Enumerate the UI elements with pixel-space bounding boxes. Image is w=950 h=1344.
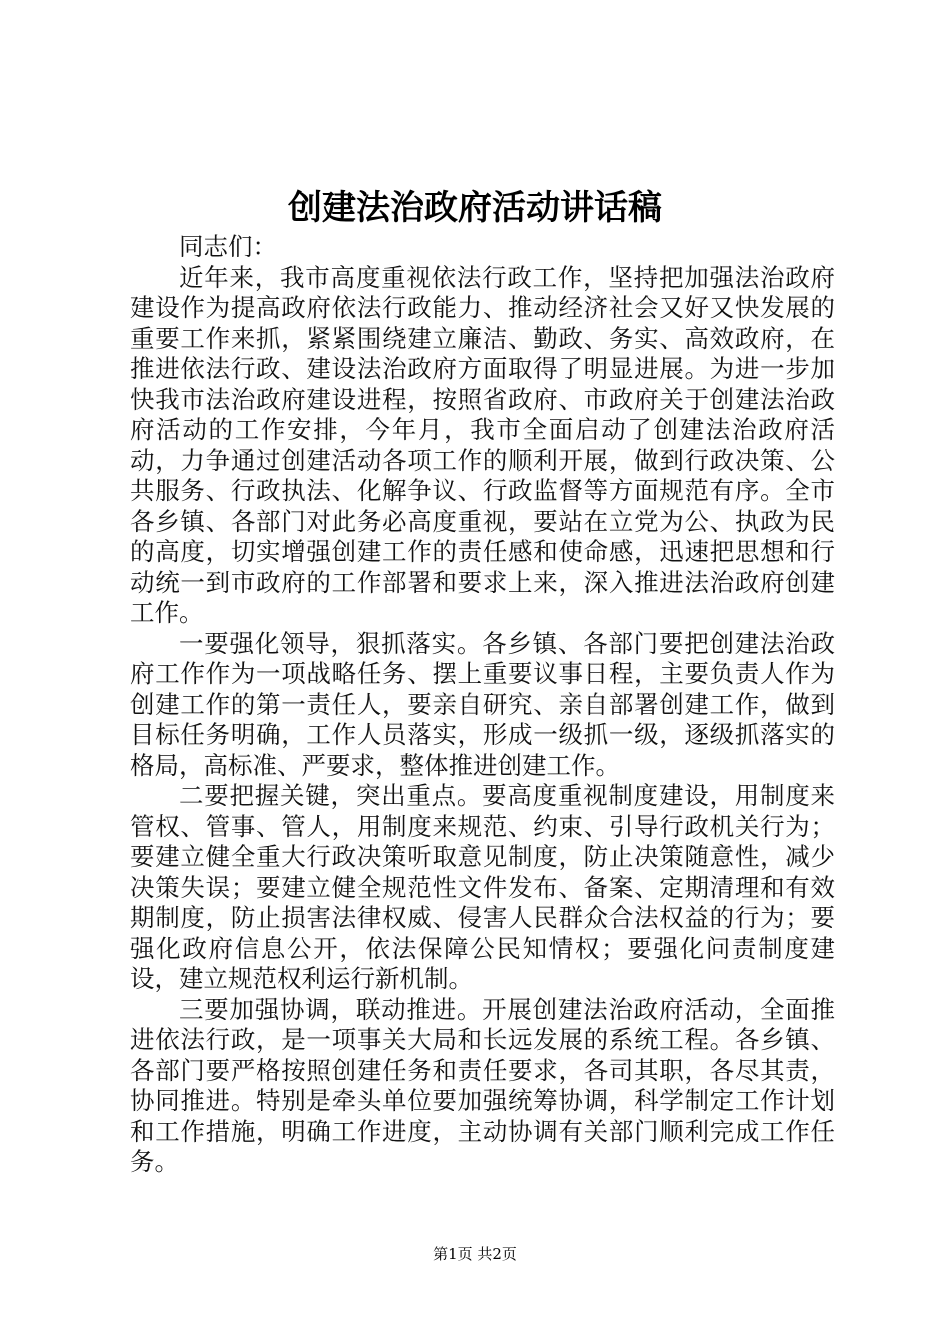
paragraph-point-one: 一要强化领导，狠抓落实。各乡镇、各部门要把创建法治政府工作作为一项战略任务、摆上重要议事日程，主要负责人作为创建工作的第一责任人，要亲自研究、亲自部署创建工作，做到目标任务明确，工作人员落实，形成一级抓一级，逐级抓落实的格局，高标准、严要求，整体推进创建工作。	[130, 628, 835, 780]
paragraph-intro: 近年来，我市高度重视依法行政工作，坚持把加强法治政府建设作为提高政府依法行政能力、推动经济社会又好又快发展的重要工作来抓，紧紧围绕建立廉洁、勤政、务实、高效政府，在推进依法行政、建设法治政府方面取得了明显进展。为进一步加快我市法治政府建设进程，按照省政府、市政府关于创建法治政府活动的工作安排，今年月，我市全面启动了创建法治政府活动，力争通过创建活动各项工作的顺利开展，做到行政决策、公共服务、行政执法、化解争议、行政监督等方面规范有序。全市各乡镇、各部门对此务必高度重视，要站在立党为公、执政为民的高度，切实增强创建工作的责任感和使命感，迅速把思想和行动统一到市政府的工作部署和要求上来，深入推进法治政府创建工作。	[130, 262, 835, 627]
document-body	[130, 232, 835, 1178]
salutation: 同志们：	[179, 232, 277, 261]
paragraph-point-three: 三要加强协调，联动推进。开展创建法治政府活动，全面推进依法行政，是一项事关大局和长远发展的系统工程。各乡镇、各部门要严格按照创建任务和责任要求，各司其职，各尽其责，协同推进。特别是牵头单位要加强统筹协调，科学制定工作计划和工作措施，明确工作进度，主动协调有关部门顺利完成工作任务。	[130, 994, 835, 1176]
paragraph-point-two: 二要把握关键，突出重点。要高度重视制度建设，用制度来管权、管事、管人，用制度来规范、约束、引导行政机关行为；要建立健全重大行政决策听取意见制度，防止决策随意性，减少决策失误；要建立健全规范性文件发布、备案、定期清理和有效期制度，防止损害法律权威、侵害人民群众合法权益的行为；要强化政府信息公开，依法保障公民知情权；要强化问责制度建设，建立规范权利运行新机制。	[130, 781, 835, 993]
page-number-footer: 第1页 共2页	[433, 1245, 517, 1263]
document-title: 创建法治政府活动讲话稿	[288, 188, 662, 228]
